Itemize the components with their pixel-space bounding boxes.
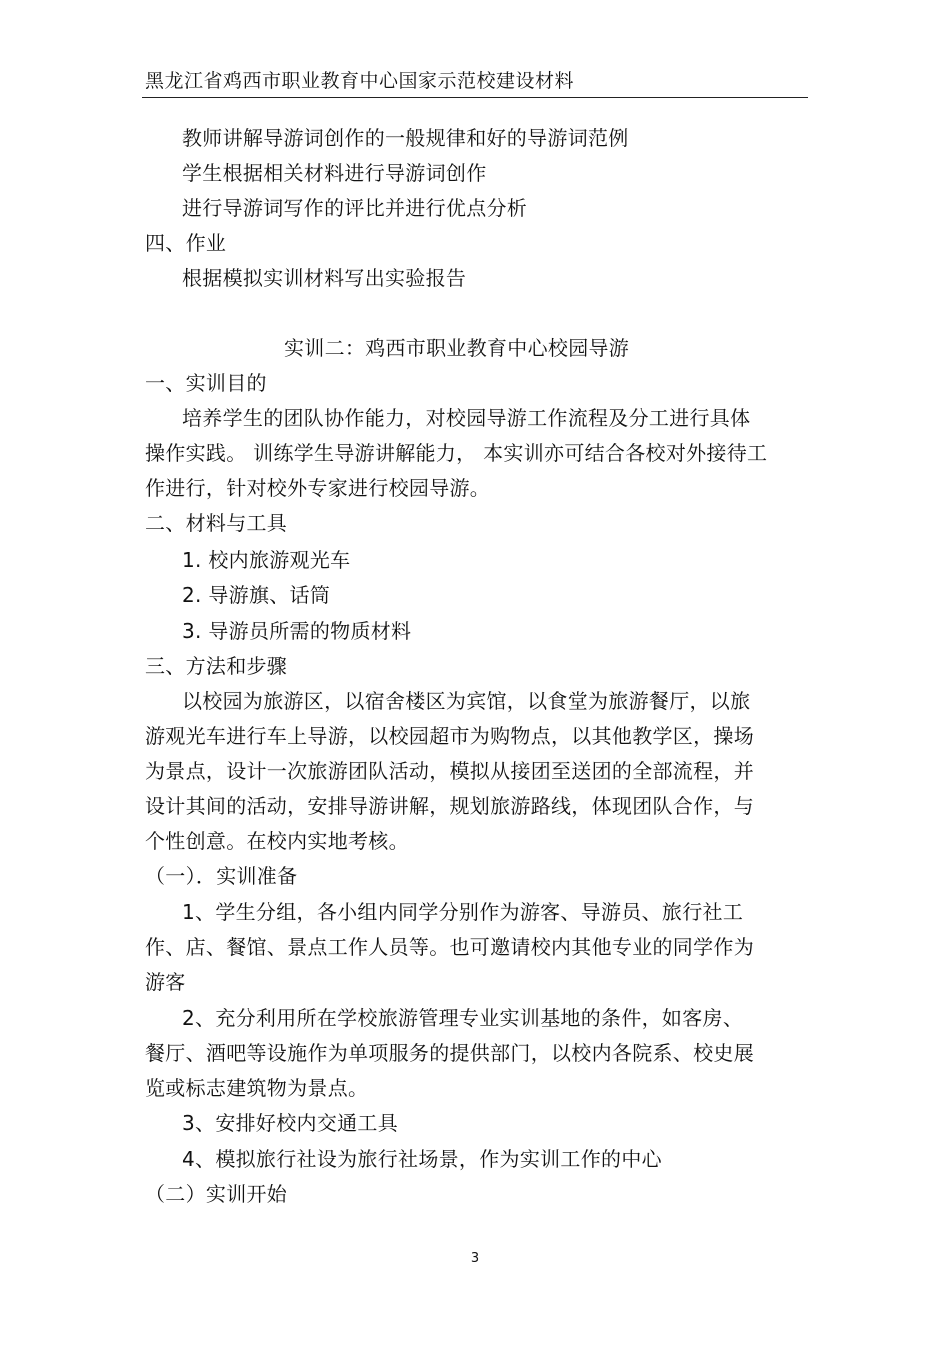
preparation-item-1-line-1: 1、学生分组，各小组内同学分别作为游客、导游员、旅行社工 <box>182 900 744 924</box>
page-number: 3 <box>470 1251 480 1266</box>
methods-paragraph-line-3: 为景点，设计一次旅游团队活动，模拟从接团至送团的全部流程，并 <box>145 759 754 783</box>
objective-paragraph-line-1: 培养学生的团队协作能力，对校园导游工作流程及分工进行具体 <box>182 406 751 430</box>
preparation-item-2-line-2: 餐厅、酒吧等设施作为单项服务的提供部门，以校内各院系、校史展 <box>145 1041 754 1065</box>
section-heading-homework: 四、作业 <box>145 231 227 255</box>
body-line-homework: 根据模拟实训材料写出实验报告 <box>182 266 467 290</box>
body-line-procedure-1: 教师讲解导游词创作的一般规律和好的导游词范例 <box>182 126 629 150</box>
section-heading-objective: 一、实训目的 <box>145 371 267 395</box>
methods-paragraph-line-4: 设计其间的活动，安排导游讲解，规划旅游路线，体现团队合作，与 <box>145 794 754 818</box>
header-divider <box>142 97 808 98</box>
methods-paragraph-line-2: 游观光车进行车上导游，以校园超市为购物点，以其他教学区，操场 <box>145 724 754 748</box>
subsection-heading-start: （二）实训开始 <box>145 1182 288 1206</box>
body-line-procedure-3: 进行导游词写作的评比并进行优点分析 <box>182 196 528 220</box>
preparation-item-1-line-3: 游客 <box>145 970 186 994</box>
preparation-item-2-line-1: 2、充分利用所在学校旅游管理专业实训基地的条件，如客房、 <box>182 1006 744 1030</box>
preparation-item-1-line-2: 作、店、餐馆、景点工作人员等。也可邀请校内其他专业的同学作为 <box>145 935 754 959</box>
preparation-item-3: 3、安排好校内交通工具 <box>182 1111 399 1135</box>
body-line-procedure-2: 学生根据相关材料进行导游词创作 <box>182 161 487 185</box>
subsection-heading-preparation: （一）．实训准备 <box>145 864 298 888</box>
section-heading-methods: 三、方法和步骤 <box>145 654 288 678</box>
materials-item-3: 3. 导游员所需的物质材料 <box>182 619 412 643</box>
section-heading-materials: 二、材料与工具 <box>145 511 288 535</box>
preparation-item-4: 4、模拟旅行社设为旅行社场景，作为实训工作的中心 <box>182 1147 662 1171</box>
training-two-title: 实训二：鸡西市职业教育中心校园导游 <box>284 336 630 360</box>
methods-paragraph-line-5: 个性创意。在校内实地考核。 <box>145 829 409 853</box>
methods-paragraph-line-1: 以校园为旅游区，以宿舍楼区为宾馆，以食堂为旅游餐厅，以旅 <box>182 689 751 713</box>
materials-item-1: 1. 校内旅游观光车 <box>182 548 351 572</box>
objective-paragraph-line-2: 操作实践。 训练学生导游讲解能力， 本实训亦可结合各校对外接待工 <box>145 441 768 465</box>
page-header-title: 黑龙江省鸡西市职业教育中心国家示范校建设材料 <box>145 70 575 92</box>
objective-paragraph-line-3: 作进行，针对校外专家进行校园导游。 <box>145 476 491 500</box>
materials-item-2: 2. 导游旗、话筒 <box>182 583 331 607</box>
preparation-item-2-line-3: 览或标志建筑物为景点。 <box>145 1076 369 1100</box>
